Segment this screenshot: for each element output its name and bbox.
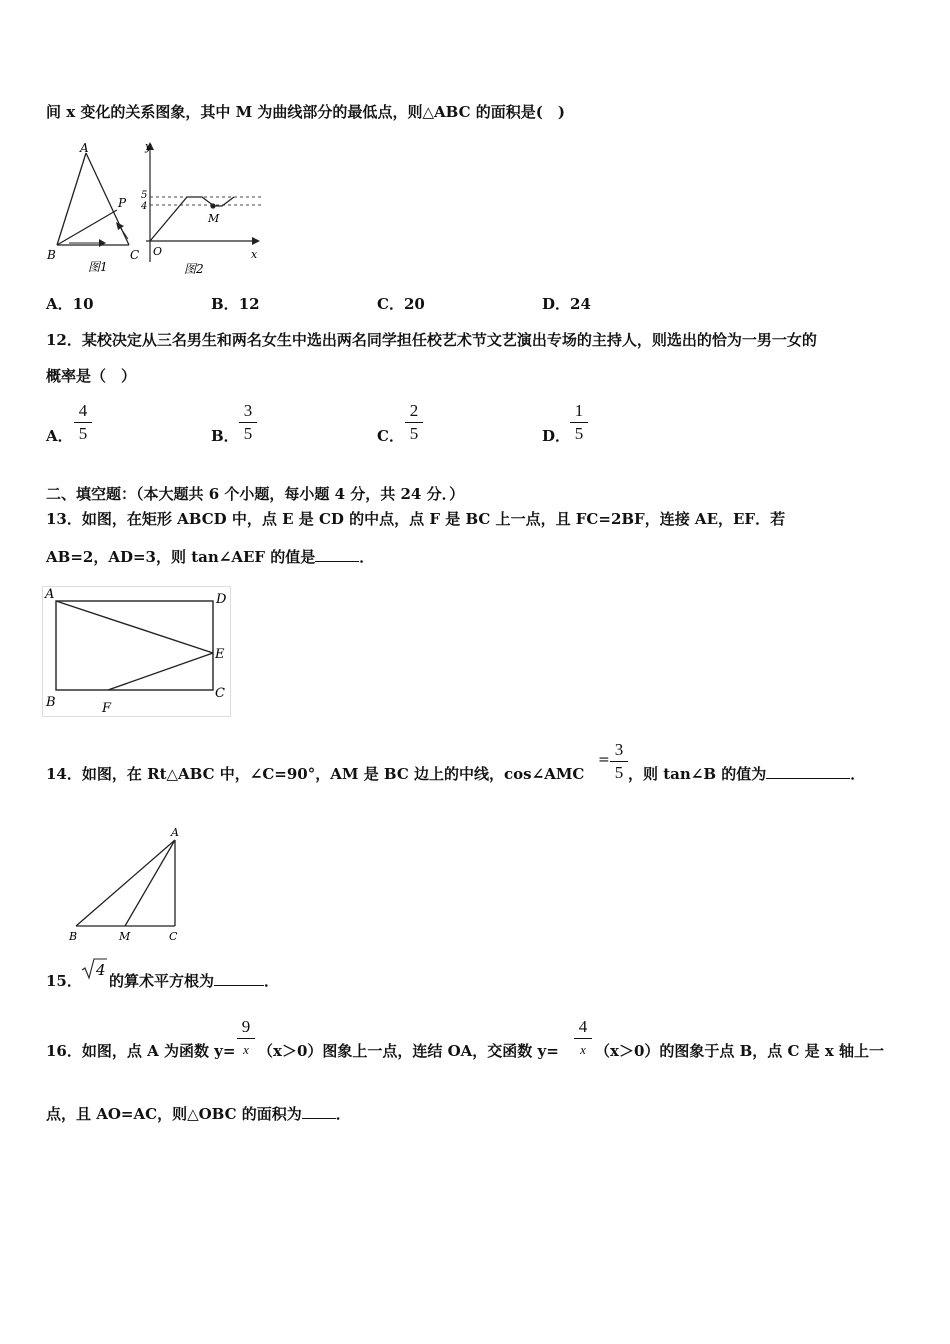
fig1-label-B: B — [47, 248, 56, 262]
q13-label-D: D — [216, 592, 227, 607]
q13-text-line2: AB=2，AD=3，则 tan∠AEF 的值是 ． — [46, 548, 375, 566]
q11-figure-2 — [140, 140, 262, 276]
q12-option-c-letter[interactable]: C． — [377, 427, 404, 445]
sqrt-icon — [80, 957, 108, 981]
q12-text-line1: 12．某校决定从三名男生和两名女生中选出两名同学担任校艺术节文艺演出专场的主持人，则选出的恰为一男一女的 — [46, 331, 817, 349]
q14-label-A: A — [171, 826, 179, 839]
q12-option-d-fraction: 1 5 — [570, 401, 588, 444]
q16-text-line2: 点，且 AO=AC，则△OBC 的面积为 ． — [46, 1105, 351, 1123]
fig1-label-P: P — [118, 196, 127, 210]
q13-label-F: F — [102, 701, 112, 716]
q14-label-M: M — [119, 930, 131, 943]
fig2-label-M: M — [208, 212, 220, 225]
q14-fraction: 3 5 — [610, 740, 628, 783]
q15-answer-blank[interactable] — [214, 971, 264, 986]
section2-heading: 二、填空题：（本大题共 6 个小题，每小题 4 分，共 24 分．） — [46, 485, 465, 503]
q16-fraction-1: 9 x — [237, 1017, 255, 1060]
q13-label-B: B — [46, 695, 56, 710]
q14-text-post: ，则 tan∠B 的值为 ． — [628, 765, 866, 783]
q12-text-line2: 概率是（ ） — [46, 367, 137, 385]
q13-label-C: C — [215, 686, 225, 701]
fig2-label-y: y — [145, 140, 152, 153]
q12-option-d-letter[interactable]: D． — [542, 427, 571, 445]
q15-number: 15． — [46, 972, 82, 990]
fig1-label-C: C — [130, 248, 140, 262]
q16-answer-blank[interactable] — [302, 1104, 336, 1119]
q13-label-E: E — [215, 647, 225, 662]
q14-figure — [62, 824, 192, 944]
q11-figure-1 — [46, 141, 139, 274]
fig2-label-O: O — [153, 245, 163, 258]
q12-option-a-letter[interactable]: A． — [46, 427, 73, 445]
fig1-caption: 图1 — [88, 260, 108, 274]
q15-text: 的算术平方根为 ． — [109, 972, 280, 990]
q12-option-c-fraction: 2 5 — [405, 401, 423, 444]
fig2-label-x: x — [251, 248, 258, 261]
q11-option-d[interactable]: D．24 — [542, 295, 591, 313]
q12-option-a-fraction: 4 5 — [74, 401, 92, 444]
q11-option-c[interactable]: C．20 — [377, 295, 425, 313]
q13-answer-blank[interactable] — [315, 547, 359, 562]
fig1-label-A: A — [80, 141, 89, 155]
q11-option-a[interactable]: A．10 — [46, 295, 94, 313]
fig2-tick-5: 5 — [141, 190, 148, 201]
q16-text-b: （x＞0）图象上一点，连结 OA，交函数 y= — [258, 1042, 559, 1060]
q11-text: 间 x 变化的关系图象，其中 M 为曲线部分的最低点，则△ABC 的面积是( ) — [46, 103, 565, 121]
q13-label-A: A — [45, 587, 55, 602]
q14-equals: = — [598, 752, 610, 768]
q14-answer-blank[interactable] — [766, 764, 850, 779]
fig2-caption: 图2 — [184, 262, 204, 276]
q14-text-pre: 14．如图，在 Rt△ABC 中，∠C=90°，AM 是 BC 边上的中线，cos∠AMC — [46, 765, 585, 783]
q16-text-a: 16．如图，点 A 为函数 y= — [46, 1042, 236, 1060]
q16-text-c: （x＞0）的图象于点 B，点 C 是 x 轴上一 — [595, 1042, 885, 1060]
q14-label-C: C — [169, 930, 178, 943]
q16-fraction-2: 4 x — [574, 1017, 592, 1060]
q13-text-line1: 13．如图，在矩形 ABCD 中，点 E 是 CD 的中点，点 F 是 BC 上一点，且 FC=2BF，连接 AE，EF．若 — [46, 510, 786, 528]
q12-option-b-letter[interactable]: B． — [211, 427, 239, 445]
q15-radicand: 4 — [96, 961, 106, 979]
q13-figure — [42, 586, 232, 718]
q12-option-b-fraction: 3 5 — [239, 401, 257, 444]
q11-option-b[interactable]: B．12 — [211, 295, 260, 313]
q11-figures — [44, 140, 269, 280]
fig2-tick-4: 4 — [141, 201, 148, 212]
q14-label-B: B — [69, 930, 78, 943]
